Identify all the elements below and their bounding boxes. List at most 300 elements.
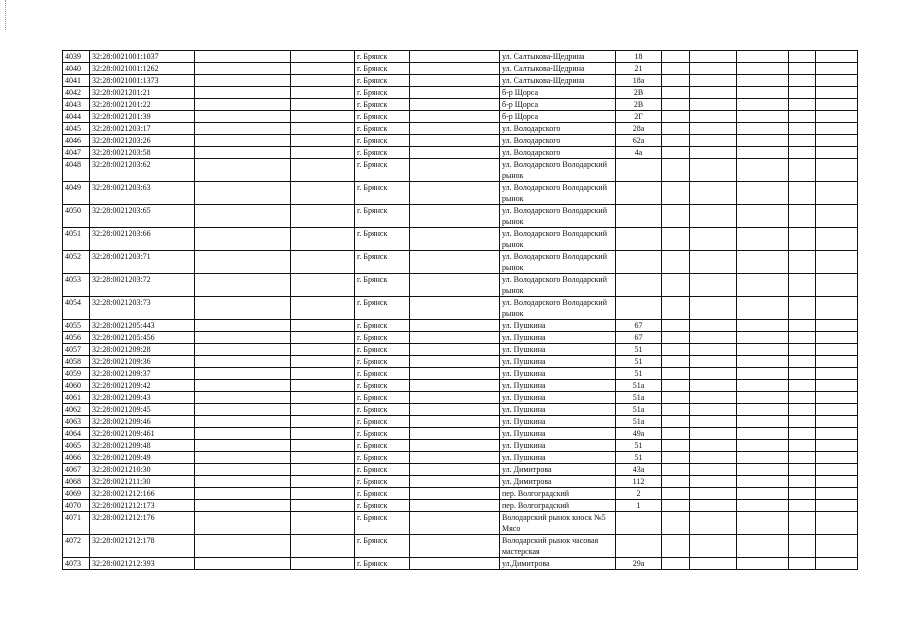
row-number-cell: 4063 [63,416,90,428]
empty-cell [690,135,737,147]
city-cell: г. Брянск [355,63,410,75]
empty-cell [690,452,737,464]
empty-cell [410,75,500,87]
empty-cell [737,320,789,332]
cadastral-number-cell: 32:28:0021203:66 [90,228,195,251]
row-number-cell: 4041 [63,75,90,87]
table-row [63,440,858,452]
empty-cell [662,123,690,135]
city-cell: г. Брянск [355,251,410,274]
empty-cell [737,63,789,75]
house-number-cell: 18 [616,51,662,63]
empty-cell [690,368,737,380]
empty-cell [195,111,291,123]
city-cell: г. Брянск [355,332,410,344]
empty-cell [816,205,858,228]
table-row [63,380,858,392]
empty-cell [410,428,500,440]
empty-cell [662,228,690,251]
row-number-cell: 4072 [63,535,90,558]
empty-cell [195,356,291,368]
empty-cell [195,535,291,558]
empty-cell [291,182,355,205]
cadastral-number-cell: 32:28:0021203:58 [90,147,195,159]
table-row [63,228,858,251]
empty-cell [195,464,291,476]
address-cell: ул. Володарского Володарский рынок [500,251,616,274]
city-cell: г. Брянск [355,320,410,332]
house-number-cell: 2 [616,488,662,500]
empty-cell [662,368,690,380]
cadastral-number-cell: 32:28:0021203:65 [90,205,195,228]
cadastral-number-cell: 32:28:0021210:30 [90,464,195,476]
table-row [63,99,858,111]
empty-cell [690,123,737,135]
empty-cell [291,135,355,147]
empty-cell [291,368,355,380]
empty-cell [662,380,690,392]
empty-cell [195,368,291,380]
address-cell: б-р Щорса [500,111,616,123]
empty-cell [789,416,816,428]
row-number-cell: 4053 [63,274,90,297]
empty-cell [291,464,355,476]
empty-cell [789,205,816,228]
empty-cell [662,159,690,182]
address-cell: ул. Володарского [500,135,616,147]
empty-cell [195,476,291,488]
house-number-cell [616,182,662,205]
empty-cell [737,147,789,159]
empty-cell [789,512,816,535]
house-number-cell [616,159,662,182]
empty-cell [291,488,355,500]
empty-cell [195,500,291,512]
empty-cell [195,251,291,274]
empty-cell [291,404,355,416]
empty-cell [789,332,816,344]
empty-cell [291,274,355,297]
empty-cell [789,476,816,488]
empty-cell [410,111,500,123]
house-number-cell: 21 [616,63,662,75]
city-cell: г. Брянск [355,500,410,512]
table-row [63,147,858,159]
cadastral-number-cell: 32:28:0021205:443 [90,320,195,332]
city-cell: г. Брянск [355,297,410,320]
empty-cell [291,99,355,111]
row-number-cell: 4070 [63,500,90,512]
empty-cell [816,75,858,87]
empty-cell [195,205,291,228]
address-cell: ул. Володарского Володарский рынок [500,297,616,320]
address-cell: пер. Волгоградский [500,500,616,512]
table-row [63,75,858,87]
address-cell: ул. Пушкина [500,452,616,464]
empty-cell [410,476,500,488]
table-row [63,111,858,123]
empty-cell [410,452,500,464]
empty-cell [690,332,737,344]
empty-cell [410,416,500,428]
empty-cell [662,416,690,428]
city-cell: г. Брянск [355,464,410,476]
empty-cell [291,159,355,182]
table-row [63,182,858,205]
house-number-cell: 51а [616,380,662,392]
address-cell: ул. Пушкина [500,332,616,344]
empty-cell [410,182,500,205]
house-number-cell: 29а [616,558,662,570]
empty-cell [410,392,500,404]
empty-cell [816,464,858,476]
empty-cell [789,228,816,251]
city-cell: г. Брянск [355,428,410,440]
empty-cell [737,440,789,452]
empty-cell [690,500,737,512]
empty-cell [410,135,500,147]
empty-cell [690,111,737,123]
row-number-cell: 4047 [63,147,90,159]
house-number-cell: 28а [616,123,662,135]
empty-cell [737,135,789,147]
empty-cell [410,512,500,535]
table-row [63,123,858,135]
address-cell: б-р Щорса [500,87,616,99]
row-number-cell: 4055 [63,320,90,332]
empty-cell [291,87,355,99]
table-row [63,452,858,464]
row-number-cell: 4059 [63,368,90,380]
table-row [63,51,858,63]
row-number-cell: 4051 [63,228,90,251]
empty-cell [662,205,690,228]
row-number-cell: 4065 [63,440,90,452]
house-number-cell: 1 [616,500,662,512]
row-number-cell: 4060 [63,380,90,392]
city-cell: г. Брянск [355,404,410,416]
city-cell: г. Брянск [355,51,410,63]
empty-cell [737,488,789,500]
empty-cell [816,297,858,320]
address-cell: ул. Пушкина [500,344,616,356]
empty-cell [195,123,291,135]
address-cell: ул. Димитрова [500,464,616,476]
empty-cell [410,558,500,570]
empty-cell [291,332,355,344]
empty-cell [410,87,500,99]
empty-cell [195,135,291,147]
empty-cell [291,123,355,135]
empty-cell [789,356,816,368]
cadastral-number-cell: 32:28:0021203:17 [90,123,195,135]
empty-cell [410,535,500,558]
city-cell: г. Брянск [355,535,410,558]
address-cell: ул. Димитрова [500,476,616,488]
house-number-cell [616,205,662,228]
empty-cell [690,344,737,356]
empty-cell [410,228,500,251]
city-cell: г. Брянск [355,159,410,182]
address-cell: ул. Салтыкова-Щедрина [500,63,616,75]
empty-cell [690,464,737,476]
empty-cell [737,356,789,368]
empty-cell [195,416,291,428]
row-number-cell: 4046 [63,135,90,147]
city-cell: г. Брянск [355,476,410,488]
house-number-cell [616,535,662,558]
house-number-cell: 62а [616,135,662,147]
empty-cell [690,512,737,535]
empty-cell [816,99,858,111]
table-row [63,416,858,428]
empty-cell [690,274,737,297]
house-number-cell: 51 [616,440,662,452]
table-row [63,464,858,476]
empty-cell [195,428,291,440]
table-row [63,356,858,368]
empty-cell [690,228,737,251]
table-row [63,476,858,488]
address-cell: ул. Володарского Володарский рынок [500,228,616,251]
city-cell: г. Брянск [355,99,410,111]
empty-cell [737,464,789,476]
empty-cell [662,320,690,332]
house-number-cell: 51 [616,452,662,464]
empty-cell [737,428,789,440]
empty-cell [816,500,858,512]
empty-cell [816,274,858,297]
empty-cell [690,320,737,332]
empty-cell [291,297,355,320]
table-row [63,404,858,416]
house-number-cell: 43а [616,464,662,476]
address-cell: Володарский рынок часовая мастерская [500,535,616,558]
row-number-cell: 4054 [63,297,90,320]
empty-cell [789,75,816,87]
cadastral-number-cell: 32:28:0021203:63 [90,182,195,205]
empty-cell [291,392,355,404]
row-number-cell: 4069 [63,488,90,500]
row-number-cell: 4042 [63,87,90,99]
address-cell: ул.Димитрова [500,558,616,570]
cadastral-number-cell: 32:28:0021001:1373 [90,75,195,87]
empty-cell [816,512,858,535]
empty-cell [789,500,816,512]
empty-cell [789,182,816,205]
empty-cell [662,535,690,558]
empty-cell [816,159,858,182]
house-number-cell: 4а [616,147,662,159]
empty-cell [690,558,737,570]
empty-cell [737,228,789,251]
cadastral-number-cell: 32:28:0021209:461 [90,428,195,440]
empty-cell [737,344,789,356]
address-cell: ул. Салтыкова-Щедрина [500,75,616,87]
empty-cell [690,205,737,228]
page-edge-mark [5,0,7,30]
cadastral-number-cell: 32:28:0021212:393 [90,558,195,570]
empty-cell [410,51,500,63]
empty-cell [690,440,737,452]
empty-cell [410,274,500,297]
empty-cell [291,111,355,123]
city-cell: г. Брянск [355,135,410,147]
address-cell: ул. Пушкина [500,440,616,452]
empty-cell [662,274,690,297]
house-number-cell: 67 [616,332,662,344]
city-cell: г. Брянск [355,111,410,123]
cadastral-number-cell: 32:28:0021209:48 [90,440,195,452]
empty-cell [789,392,816,404]
address-cell: ул. Володарского Володарский рынок [500,274,616,297]
empty-cell [737,182,789,205]
empty-cell [291,344,355,356]
city-cell: г. Брянск [355,205,410,228]
address-cell: ул. Володарского Володарский рынок [500,205,616,228]
empty-cell [291,500,355,512]
empty-cell [291,428,355,440]
cadastral-number-cell: 32:28:0021201:39 [90,111,195,123]
row-number-cell: 4056 [63,332,90,344]
table-row [63,87,858,99]
address-cell: ул. Володарского Володарский рынок [500,159,616,182]
empty-cell [410,251,500,274]
empty-cell [690,159,737,182]
empty-cell [662,476,690,488]
empty-cell [816,368,858,380]
empty-cell [410,380,500,392]
empty-cell [816,332,858,344]
table-row [63,500,858,512]
empty-cell [195,512,291,535]
empty-cell [789,428,816,440]
empty-cell [662,404,690,416]
row-number-cell: 4062 [63,404,90,416]
house-number-cell: 51 [616,356,662,368]
empty-cell [690,476,737,488]
empty-cell [789,159,816,182]
empty-cell [690,147,737,159]
empty-cell [690,488,737,500]
empty-cell [816,51,858,63]
empty-cell [410,205,500,228]
house-number-cell: 49а [616,428,662,440]
empty-cell [816,440,858,452]
empty-cell [737,512,789,535]
empty-cell [410,332,500,344]
address-cell: ул. Салтыкова-Щедрина [500,51,616,63]
empty-cell [737,51,789,63]
empty-cell [789,320,816,332]
empty-cell [662,75,690,87]
empty-cell [195,380,291,392]
city-cell: г. Брянск [355,488,410,500]
empty-cell [789,123,816,135]
row-number-cell: 4057 [63,344,90,356]
empty-cell [662,512,690,535]
empty-cell [662,51,690,63]
empty-cell [690,63,737,75]
row-number-cell: 4064 [63,428,90,440]
empty-cell [737,558,789,570]
empty-cell [789,51,816,63]
empty-cell [662,452,690,464]
empty-cell [662,99,690,111]
house-number-cell: 51а [616,416,662,428]
address-cell: ул. Пушкина [500,428,616,440]
empty-cell [195,558,291,570]
empty-cell [789,558,816,570]
empty-cell [291,63,355,75]
empty-cell [816,344,858,356]
row-number-cell: 4040 [63,63,90,75]
empty-cell [195,392,291,404]
table-row [63,63,858,75]
city-cell: г. Брянск [355,368,410,380]
empty-cell [291,228,355,251]
row-number-cell: 4061 [63,392,90,404]
empty-cell [195,87,291,99]
cadastral-number-cell: 32:28:0021203:71 [90,251,195,274]
empty-cell [737,368,789,380]
empty-cell [789,452,816,464]
empty-cell [737,416,789,428]
empty-cell [816,488,858,500]
registry-rows [63,51,858,570]
empty-cell [291,356,355,368]
table-row [63,135,858,147]
empty-cell [291,75,355,87]
row-number-cell: 4043 [63,99,90,111]
cadastral-number-cell: 32:28:0021209:45 [90,404,195,416]
house-number-cell: 67 [616,320,662,332]
table-row [63,344,858,356]
empty-cell [195,404,291,416]
empty-cell [291,452,355,464]
table-row [63,368,858,380]
empty-cell [690,392,737,404]
empty-cell [737,123,789,135]
empty-cell [410,147,500,159]
empty-cell [737,535,789,558]
row-number-cell: 4049 [63,182,90,205]
house-number-cell: 112 [616,476,662,488]
house-number-cell: 2В [616,99,662,111]
empty-cell [816,535,858,558]
empty-cell [737,404,789,416]
address-cell: ул. Пушкина [500,356,616,368]
house-number-cell: 2Г [616,111,662,123]
row-number-cell: 4039 [63,51,90,63]
empty-cell [662,428,690,440]
table-row [63,535,858,558]
address-cell: б-р Щорса [500,99,616,111]
empty-cell [789,380,816,392]
address-cell: ул. Пушкина [500,320,616,332]
empty-cell [410,99,500,111]
empty-cell [291,476,355,488]
empty-cell [737,251,789,274]
address-cell: ул. Пушкина [500,392,616,404]
cadastral-number-cell: 32:28:0021212:176 [90,512,195,535]
empty-cell [410,356,500,368]
empty-cell [410,297,500,320]
empty-cell [291,320,355,332]
address-cell: ул. Пушкина [500,404,616,416]
empty-cell [195,274,291,297]
house-number-cell [616,512,662,535]
